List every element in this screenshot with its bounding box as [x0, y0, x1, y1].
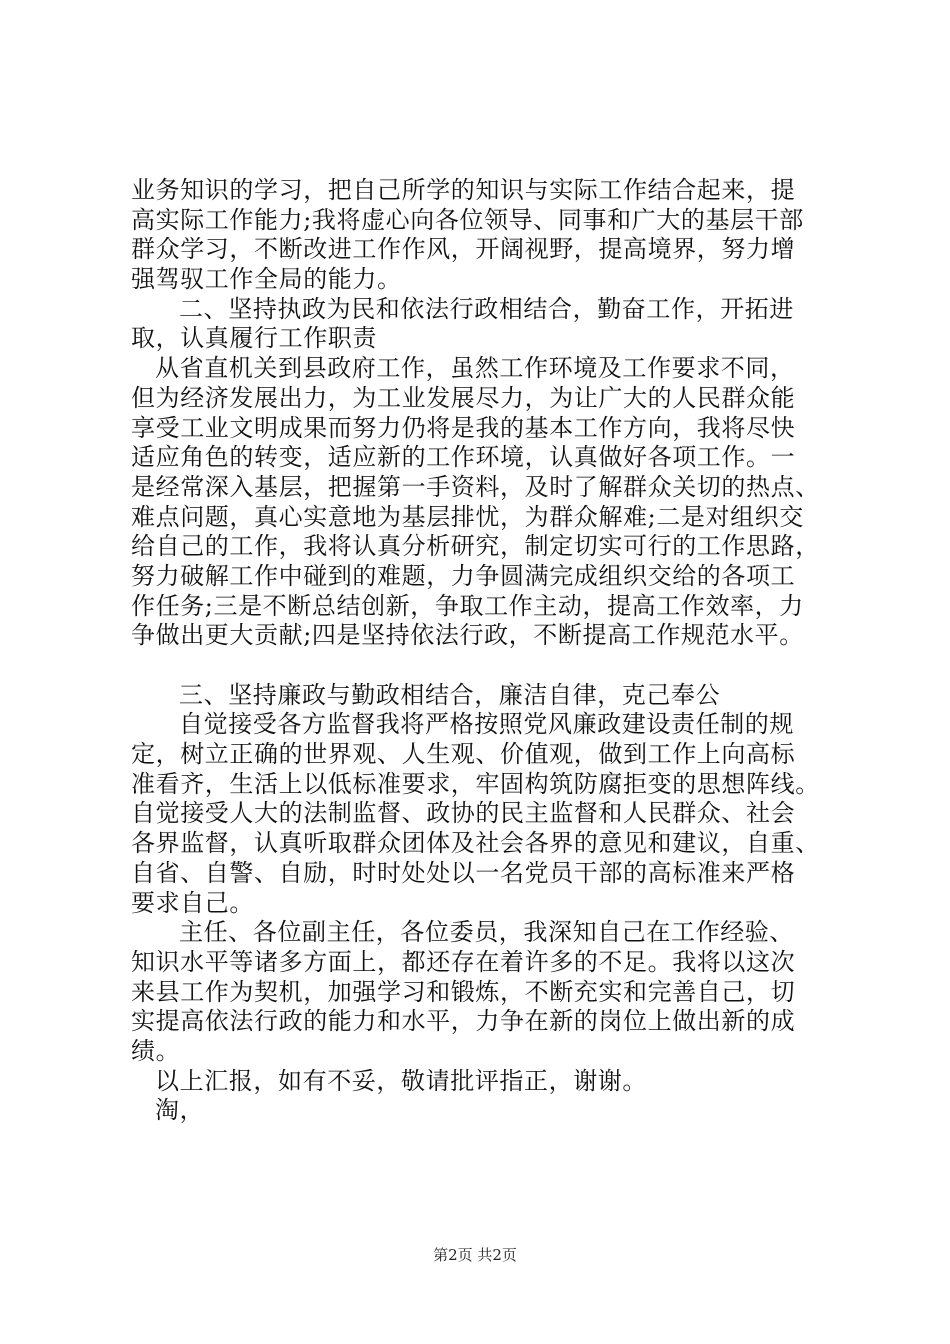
text-line: 适应角色的转变，适应新的工作环境，认真做好各项工作。一 [131, 443, 796, 472]
text-line: 主任、各位副主任，各位委员，我深知自己在工作经验、 [179, 918, 794, 947]
text-line: 享受工业文明成果而努力仍将是我的基本工作方向，我将尽快 [131, 413, 796, 442]
text-line: 从省直机关到县政府工作，虽然工作环境及工作要求不同， [155, 354, 795, 383]
text-line: 绩。 [131, 1036, 181, 1065]
closing-line: 淘， [155, 1096, 205, 1125]
section-heading-cont: 取，认真履行工作职责 [131, 324, 377, 353]
text-line: 群众学习，不断改进工作作风，开阔视野，提高境界，努力增 [131, 235, 796, 264]
text-line: 是经常深入基层，把握第一手资料，及时了解群众关切的热点、 [131, 472, 820, 501]
text-line: 准看齐，生活上以低标准要求，牢固构筑防腐拒变的思想阵线。 [131, 769, 820, 798]
page-number-footer: 第2页 共2页 [433, 1246, 517, 1264]
text-line: 来县工作为契机，加强学习和锻炼，不断充实和完善自己，切 [131, 977, 796, 1006]
text-line: 强驾驭工作全局的能力。 [131, 265, 402, 294]
text-line: 要求自己。 [131, 888, 254, 917]
text-line: 但为经济发展出力，为工业发展尽力，为让广大的人民群众能 [131, 383, 796, 412]
text-line: 自觉接受各方监督我将严格按照党风廉政建设责任制的规 [179, 710, 794, 739]
section-heading: 二、坚持执政为民和依法行政相结合，勤奋工作，开拓进 [179, 294, 794, 323]
text-line: 业务知识的学习，把自己所学的知识与实际工作结合起来，提 [131, 176, 796, 204]
text-line: 定，树立正确的世界观、人生观、价值观，做到工作上向高标 [131, 740, 796, 769]
closing-line: 以上汇报，如有不妥，敬请批评指正，谢谢。 [155, 1066, 647, 1095]
paragraph-gap [131, 651, 831, 681]
text-line: 给自己的工作，我将认真分析研究，制定切实可行的工作思路， [131, 532, 820, 561]
text-line: 实提高依法行政的能力和水平，力争在新的岗位上做出新的成 [131, 1007, 796, 1036]
text-line: 作任务;三是不断总结创新，争取工作主动，提高工作效率，力 [131, 591, 804, 620]
text-line: 争做出更大贡献;四是坚持依法行政，不断提高工作规范水平。 [131, 621, 804, 650]
text-line: 自觉接受人大的法制监督、政协的民主监督和人民群众、社会 [131, 799, 796, 828]
text-line: 知识水平等诸多方面上，都还存在着许多的不足。我将以这次 [131, 947, 796, 976]
document-body [131, 176, 831, 1126]
text-line: 努力破解工作中碰到的难题，力争圆满完成组织交给的各项工 [131, 561, 796, 590]
text-line: 自省、自警、自励，时时处处以一名党员干部的高标准来严格 [131, 858, 796, 887]
section-heading: 三、坚持廉政与勤政相结合，廉洁自律，克己奉公 [179, 680, 721, 709]
text-line: 高实际工作能力;我将虚心向各位领导、同事和广大的基层干部 [131, 205, 804, 234]
text-line: 各界监督，认真听取群众团体及社会各界的意见和建议，自重、 [131, 829, 820, 858]
text-line: 难点问题，真心实意地为基层排忧，为群众解难;二是对组织交 [131, 502, 804, 531]
